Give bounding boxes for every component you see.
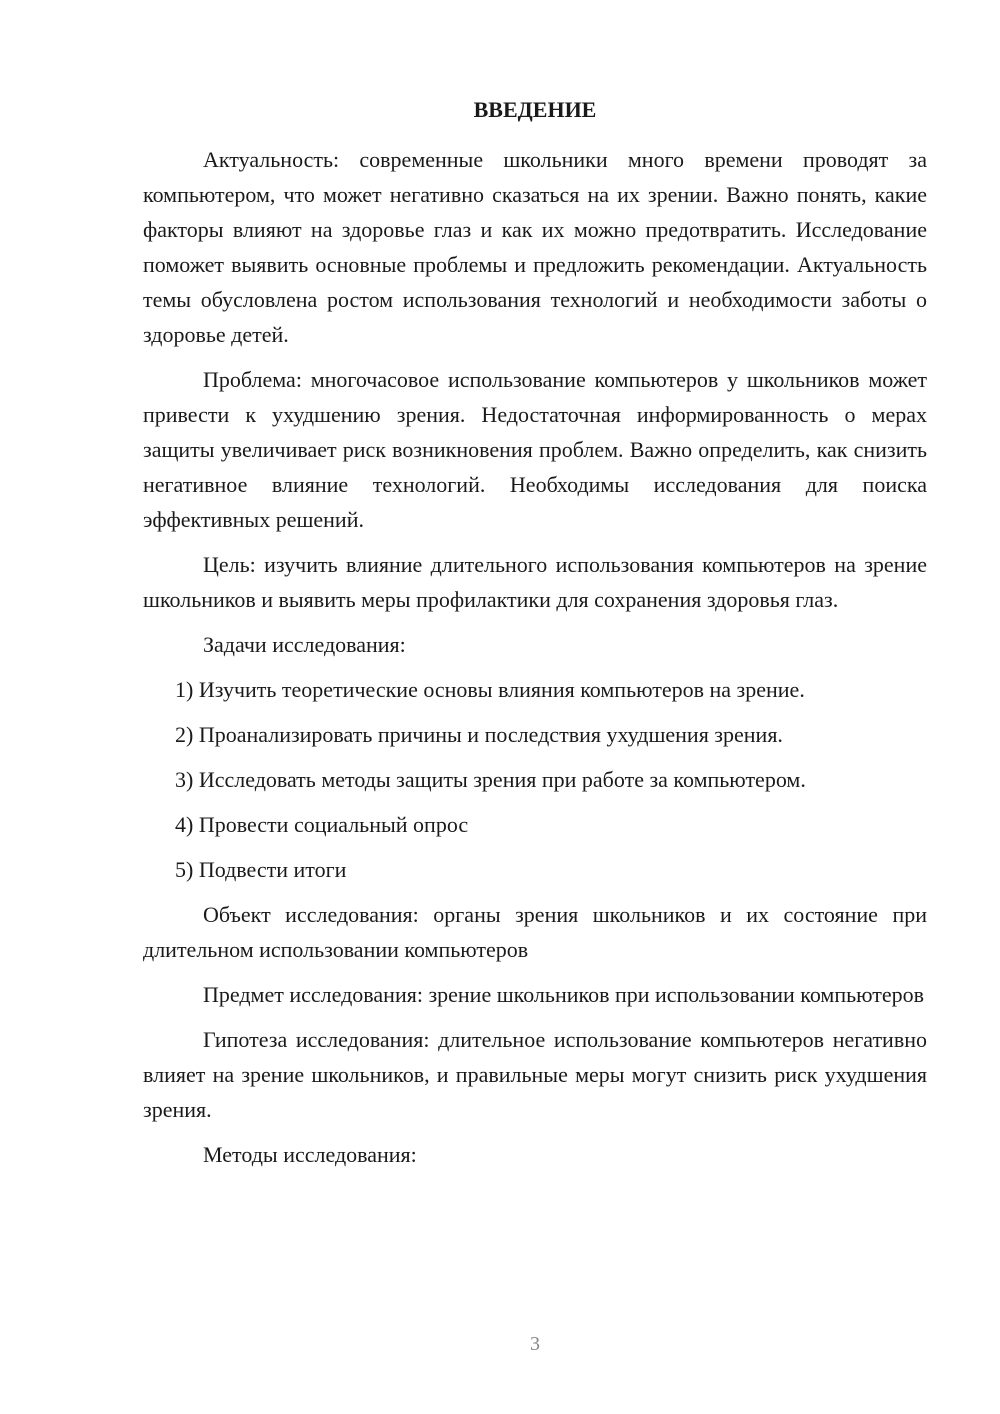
page-number: 3 xyxy=(530,1333,540,1355)
task-item-4: 4) Провести социальный опрос xyxy=(175,812,469,837)
tasks-heading: Задачи исследования: xyxy=(203,632,406,657)
object-paragraph: Объект исследования: органы зрения школьников и их состояние при длительном использовании компьютеров xyxy=(143,902,927,962)
hypothesis-paragraph: Гипотеза исследования: длительное использование компьютеров негативно влияет на зрение школьников, и правильные меры могут снизить риск ухудшения зрения. xyxy=(143,1027,927,1122)
goal-paragraph: Цель: изучить влияние длительного использования компьютеров на зрение школьников и выявить меры профилактики для сохранения здоровья глаз. xyxy=(143,552,927,612)
methods-heading: Методы исследования: xyxy=(203,1142,417,1167)
task-item-2: 2) Проанализировать причины и последствия ухудшения зрения. xyxy=(175,722,783,747)
document-page xyxy=(143,95,927,1182)
problem-paragraph: Проблема: многочасовое использование компьютеров у школьников может привести к ухудшению зрения. Недостаточная информированность о мерах защиты увеличивает риск возникновения проблем. Важно определить, как снизить негативное влияние технологий. Необходимы исследования для поиска эффективных решений. xyxy=(143,367,927,532)
subject-paragraph: Предмет исследования: зрение школьников при использовании компьютеров xyxy=(203,982,925,1007)
task-item-5: 5) Подвести итоги xyxy=(175,857,347,882)
relevance-paragraph: Актуальность: современные школьники много времени проводят за компьютером, что может негативно сказаться на их зрении. Важно понять, какие факторы влияют на здоровье глаз и как их можно предотвратить. Исследование поможет выявить основные проблемы и предложить рекомендации. Актуальность темы обусловлена ростом использования технологий и необходимости заботы о здоровье детей. xyxy=(143,147,927,347)
page-title: ВВЕДЕНИЕ xyxy=(473,97,597,122)
task-item-3: 3) Исследовать методы защиты зрения при работе за компьютером. xyxy=(175,767,806,792)
task-item-1: 1) Изучить теоретические основы влияния компьютеров на зрение. xyxy=(175,677,805,702)
tasks-list xyxy=(143,672,927,887)
